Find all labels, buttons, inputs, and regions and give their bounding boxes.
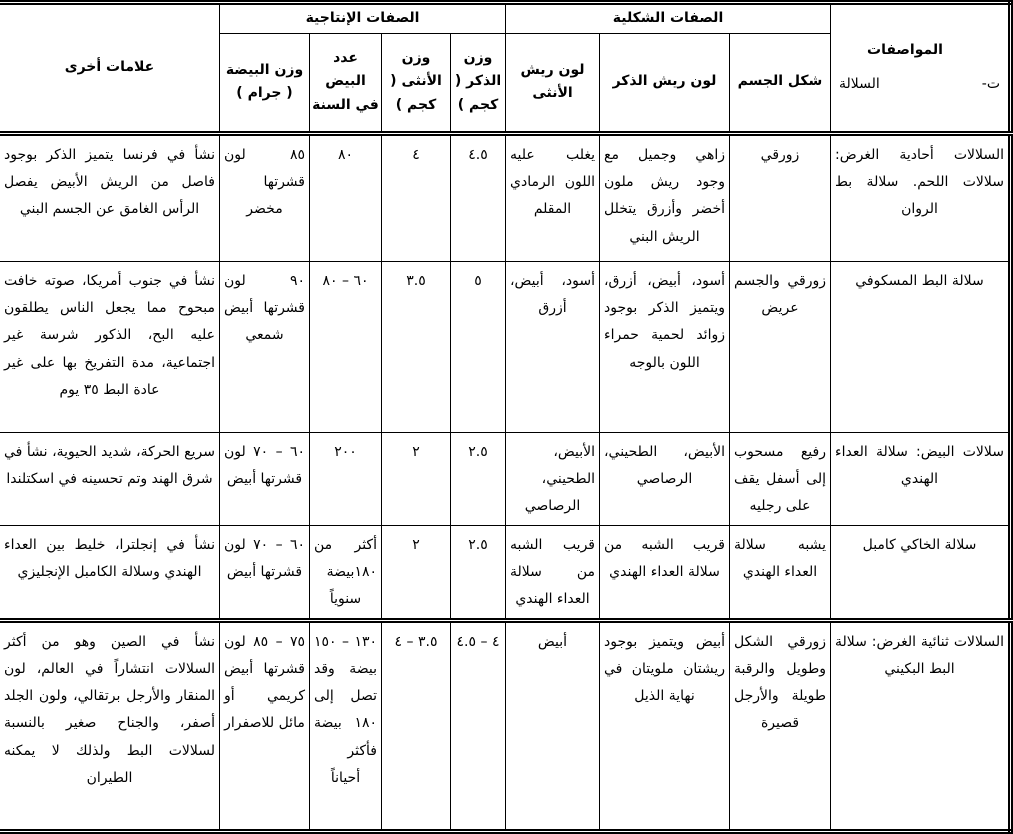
table-row	[0, 261, 1011, 432]
col-header-male-weight: وزن الذكر ( كجم )	[451, 33, 506, 133]
cell-breed: سلالات البيض: سلالة العداء الهندي	[831, 432, 1011, 525]
cell-breed: السلالات أحادية الغرض: سلالات اللحم. سلالة بط الروان	[831, 133, 1011, 261]
cell-body-shape: زورقي الشكل وطويل والرقبة طويلة والأرجل قصيرة	[730, 620, 831, 831]
cell-female-feather-color: أبيض	[506, 620, 600, 831]
corner-serial-label: ت-	[981, 75, 1000, 92]
cell-body-shape: رفيع مسحوب إلى أسفل يقف على رجليه	[730, 432, 831, 525]
cell-eggs-per-year: ١٣٠ – ١٥٠ بيضة وقد تصل إلى ١٨٠ بيضة فأكثر أحياناً	[310, 620, 382, 831]
cell-female-weight: ٢	[382, 525, 451, 620]
cell-male-weight: ٢.٥	[451, 525, 506, 620]
cell-male-feather-color: قريب الشبه من سلالة العداء الهندي	[600, 525, 730, 620]
cell-other-marks: سريع الحركة، شديد الحيوية، نشأ في شرق الهند وتم تحسينه في اسكتلندا	[0, 432, 220, 525]
corner-row-axis-label: السلالة	[839, 75, 880, 92]
table-row	[0, 525, 1011, 620]
cell-other-marks: نشأ في فرنسا يتميز الذكر بوجود فاصل من الريش الأبيض يفصل الرأس الغامق عن الجسم البني	[0, 133, 220, 261]
col-header-male-feather-color: لون ريش الذكر	[600, 33, 730, 133]
cell-female-feather-color: يغلب عليه اللون الرمادي المقلم	[506, 133, 600, 261]
cell-female-feather-color: قريب الشبه من سلالة العداء الهندي	[506, 525, 600, 620]
cell-female-feather-color: الأبيض، الطحيني، الرصاصي	[506, 432, 600, 525]
cell-breed: سلالة الخاكي كامبل	[831, 525, 1011, 620]
table-row	[0, 133, 1011, 261]
col-header-body-shape: شكل الجسم	[730, 33, 831, 133]
cell-eggs-per-year: ٨٠	[310, 133, 382, 261]
col-header-female-weight: وزن الأنثى ( كجم )	[382, 33, 451, 133]
cell-female-feather-color: أسود، أبيض، أزرق	[506, 261, 600, 432]
corner-header-cell	[831, 3, 1011, 134]
cell-body-shape: زورقي والجسم عريض	[730, 261, 831, 432]
cell-breed: السلالات ثنائية الغرض: سلالة البط البكيني	[831, 620, 1011, 831]
group-header-row	[0, 3, 1011, 34]
cell-eggs-per-year: ٦٠ – ٨٠	[310, 261, 382, 432]
cell-female-weight: ٢	[382, 432, 451, 525]
group-header-productive: الصفات الإنتاجية	[220, 3, 506, 34]
cell-male-feather-color: زاهي وجميل مع وجود ريش ملون أخضر وأزرق يتخلل الريش البني	[600, 133, 730, 261]
col-header-female-feather-color: لون ريش الأنثى	[506, 33, 600, 133]
corner-split-header	[833, 7, 1006, 129]
corner-bottom-labels	[839, 73, 1000, 97]
cell-eggs-per-year: أكثر من ١٨٠بيضة سنوياً	[310, 525, 382, 620]
cell-male-weight: ٢.٥	[451, 432, 506, 525]
cell-female-weight: ٣.٥	[382, 261, 451, 432]
cell-egg-weight: ٦٠ – ٧٠ لون قشرتها أبيض	[220, 432, 310, 525]
cell-female-weight: ٣.٥ – ٤	[382, 620, 451, 831]
cell-male-weight: ٥	[451, 261, 506, 432]
col-header-other-marks: علامات أخرى	[0, 3, 220, 134]
cell-body-shape: زورقي	[730, 133, 831, 261]
corner-top-label: المواصفات	[867, 42, 943, 59]
cell-egg-weight: ٩٠ لون قشرتها أبيض شمعي	[220, 261, 310, 432]
cell-egg-weight: ٨٥ لون قشرتها مخضر	[220, 133, 310, 261]
cell-other-marks: نشأ في الصين وهو من أكثر السلالات انتشاراً في العالم، لون المنقار والأرجل برتقالي، ولون الجلد أصفر، والجناح صغير بالنسبة لسلالات البط ولذلك لا يمكنه الطيران	[0, 620, 220, 831]
cell-breed: سلالة البط المسكوفي	[831, 261, 1011, 432]
col-header-eggs-per-year: عدد البيض في السنة	[310, 33, 382, 133]
cell-male-feather-color: الأبيض، الطحيني، الرصاصي	[600, 432, 730, 525]
table-row	[0, 432, 1011, 525]
cell-male-feather-color: أبيض ويتميز بوجود ريشتان ملويتان في نهاية الذيل	[600, 620, 730, 831]
group-header-morphological: الصفات الشكلية	[506, 3, 831, 34]
col-header-egg-weight: وزن البيضة ( جرام )	[220, 33, 310, 133]
table-row	[0, 620, 1011, 831]
cell-other-marks: نشأ في جنوب أمريكا، صوته خافت مبحوح مما يجعل الناس يطلقون عليه البح، الذكور شرسة غير اجتماعية، مدة التفريخ بها على غير عادة البط ٣٥ يوم	[0, 261, 220, 432]
cell-male-weight: ٤ – ٤.٥	[451, 620, 506, 831]
cell-egg-weight: ٦٠ – ٧٠ لون قشرتها أبيض	[220, 525, 310, 620]
cell-egg-weight: ٧٥ – ٨٥ لون قشرتها أبيض كريمي أو مائل للاصفرار	[220, 620, 310, 831]
cell-male-weight: ٤.٥	[451, 133, 506, 261]
cell-body-shape: يشبه سلالة العداء الهندي	[730, 525, 831, 620]
cell-male-feather-color: أسود، أبيض، أزرق، ويتميز الذكر بوجود زوائد لحمية حمراء اللون بالوجه	[600, 261, 730, 432]
cell-female-weight: ٤	[382, 133, 451, 261]
cell-other-marks: نشأ في إنجلترا، خليط بين العداء الهندي وسلالة الكامبل الإنجليزي	[0, 525, 220, 620]
cell-eggs-per-year: ٢٠٠	[310, 432, 382, 525]
